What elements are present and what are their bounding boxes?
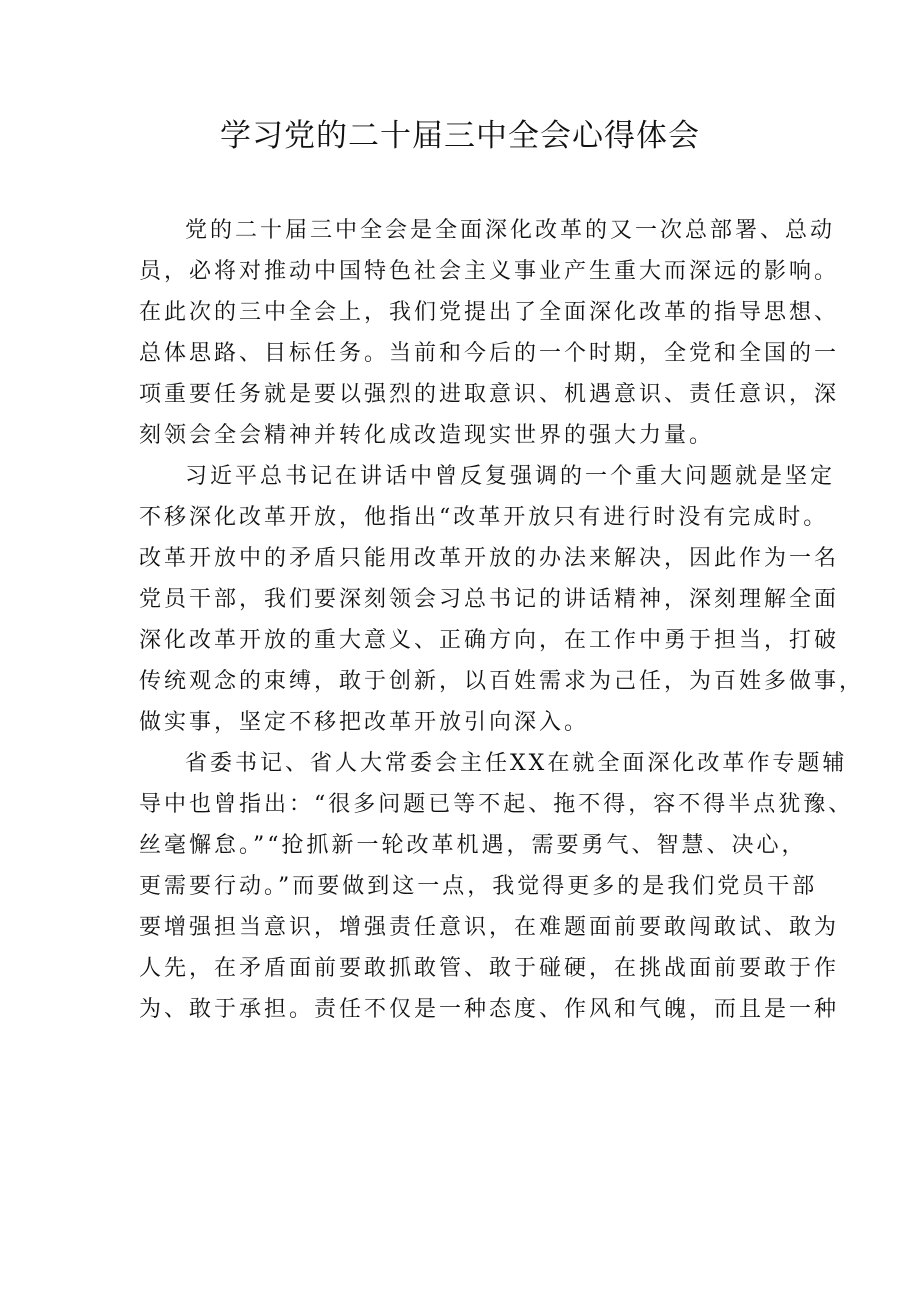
paragraph-1-line-6: 刻领会全会精神并转化成改造现实世界的强大力量。 [139, 423, 715, 448]
paragraph-3-line-4: 更需要行动。”而要做到这一点，我觉得更多的是我们党员干部 [139, 874, 818, 899]
paragraph-1-line-2: 员，必将对推动中国特色社会主义事业产生重大而深远的影响。 [139, 259, 840, 284]
paragraph-3-line-1: 省委书记、省人大常委会主任XX在就全面深化改革作专题辅 [185, 751, 848, 776]
paragraph-2-line-7: 做实事，坚定不移把改革开放引向深入。 [139, 710, 590, 735]
document-body [139, 210, 865, 1030]
paragraph-1-line-5: 项重要任务就是要以强烈的进取意识、机遇意识、责任意识，深 [139, 382, 840, 407]
paragraph-2-line-2: 不移深化改革开放，他指出“改革开放只有进行时没有完成时。 [139, 505, 829, 530]
paragraph-2-line-6: 传统观念的束缚，敢于创新，以百姓需求为己任，为百姓多做事， [139, 669, 865, 694]
paragraph-2-line-5: 深化改革开放的重大意义、正确方向，在工作中勇于担当，打破 [139, 628, 840, 653]
paragraph-3-line-6: 人先，在矛盾面前要敢抓敢管、敢于碰硬，在挑战面前要敢于作 [139, 956, 840, 981]
paragraph-1-line-4: 总体思路、目标任务。当前和今后的一个时期，全党和全国的一 [139, 341, 840, 366]
paragraph-3-line-3: 丝毫懈怠。”“抢抓新一轮改革机遇，需要勇气、智慧、决心， [139, 833, 807, 858]
paragraph-2-line-1: 习近平总书记在讲话中曾反复强调的一个重大问题就是坚定 [185, 464, 836, 489]
paragraph-1-line-3: 在此次的三中全会上，我们党提出了全面深化改革的指导思想、 [139, 300, 840, 325]
paragraph-2-line-4: 党员干部，我们要深刻领会习总书记的讲话精神，深刻理解全面 [139, 587, 840, 612]
paragraph-2-line-3: 改革开放中的矛盾只能用改革开放的办法来解决，因此作为一名 [139, 546, 840, 571]
paragraph-1-line-1: 党的二十届三中全会是全面深化改革的又一次总部署、总动 [185, 218, 836, 243]
document-title: 学习党的二十届三中全会心得体会 [220, 118, 700, 154]
paragraph-3-line-5: 要增强担当意识，增强责任意识，在难题面前要敢闯敢试、敢为 [139, 915, 840, 940]
paragraph-3-line-2: 导中也曾指出：“很多问题已等不起、拖不得，容不得半点犹豫、 [139, 792, 854, 817]
paragraph-3-line-7: 为、敢于承担。责任不仅是一种态度、作风和气魄，而且是一种 [139, 997, 840, 1022]
